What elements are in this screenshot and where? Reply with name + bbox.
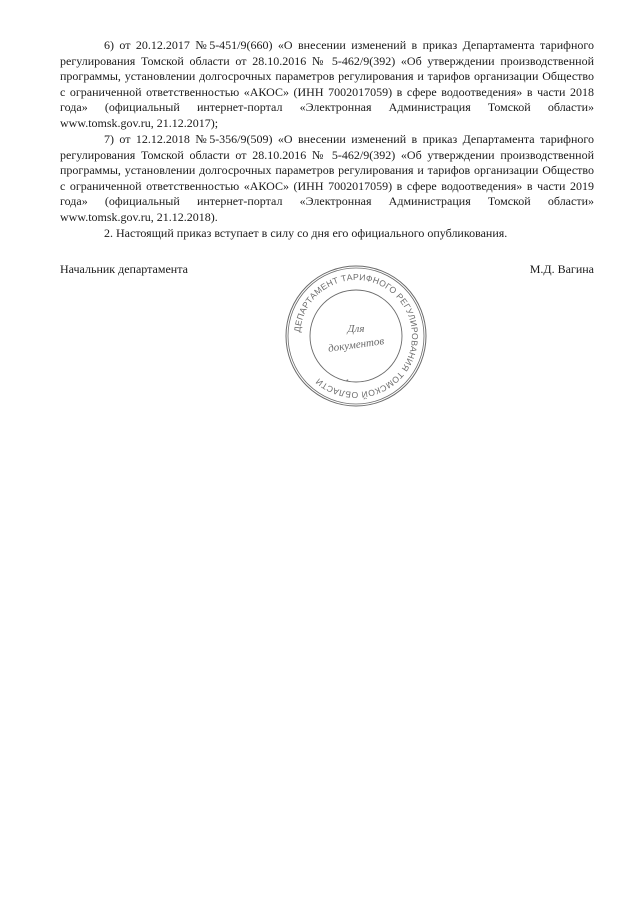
paragraph-item-6: 6) от 20.12.2017 №5-451/9(660) «О внесении изменений в приказ Департамента тарифного регулирования Томской области от 28.10.2016 № 5-462/9(392) «Об утверждении производственной программы, установлении долгосрочных параметров регулирования и тарифов организации Общество с ограниченной ответственностью «АКОС» (ИНН 7002017059) в сфере водоотведения» в части 2018 года» (официальный интернет-портал «Электронная Администрация Томской области» www.tomsk.gov.ru, 21.12.2017); — [60, 38, 594, 130]
seal-star-icon: * — [346, 379, 349, 386]
paragraph-effective-date: 2. Настоящий приказ вступает в силу со дня его официального опубликования. — [104, 226, 508, 240]
signatory-title: Начальник департамента — [60, 262, 188, 276]
paragraph-item-7: 7) от 12.12.2018 №5-356/9(509) «О внесении изменений в приказ Департамента тарифного регулирования Томской области от 28.10.2016 № 5-462/9(392) «Об утверждении производственной программы, установлении долгосрочных параметров регулирования и тарифов организации Общество с ограниченной ответственностью «АКОС» (ИНН 7002017059) в сфере водоотведения» в части 2019 года» (официальный интернет-портал «Электронная Администрация Томской области» www.tomsk.gov.ru, 21.12.2018). — [60, 132, 594, 224]
official-seal — [284, 264, 428, 408]
document-body — [60, 38, 594, 242]
seal-ring-textpath: ДЕПАРТАМЕНТ ТАРИФНОГО РЕГУЛИРОВАНИЯ ТОМСКОЙ ОБЛАСТИ — [292, 271, 421, 401]
seal-center-line-1: Для — [347, 323, 365, 335]
signatory-name: М.Д. Вагина — [529, 262, 594, 276]
seal-ring-text — [292, 272, 420, 401]
seal-center-line-2: документов — [327, 335, 385, 355]
